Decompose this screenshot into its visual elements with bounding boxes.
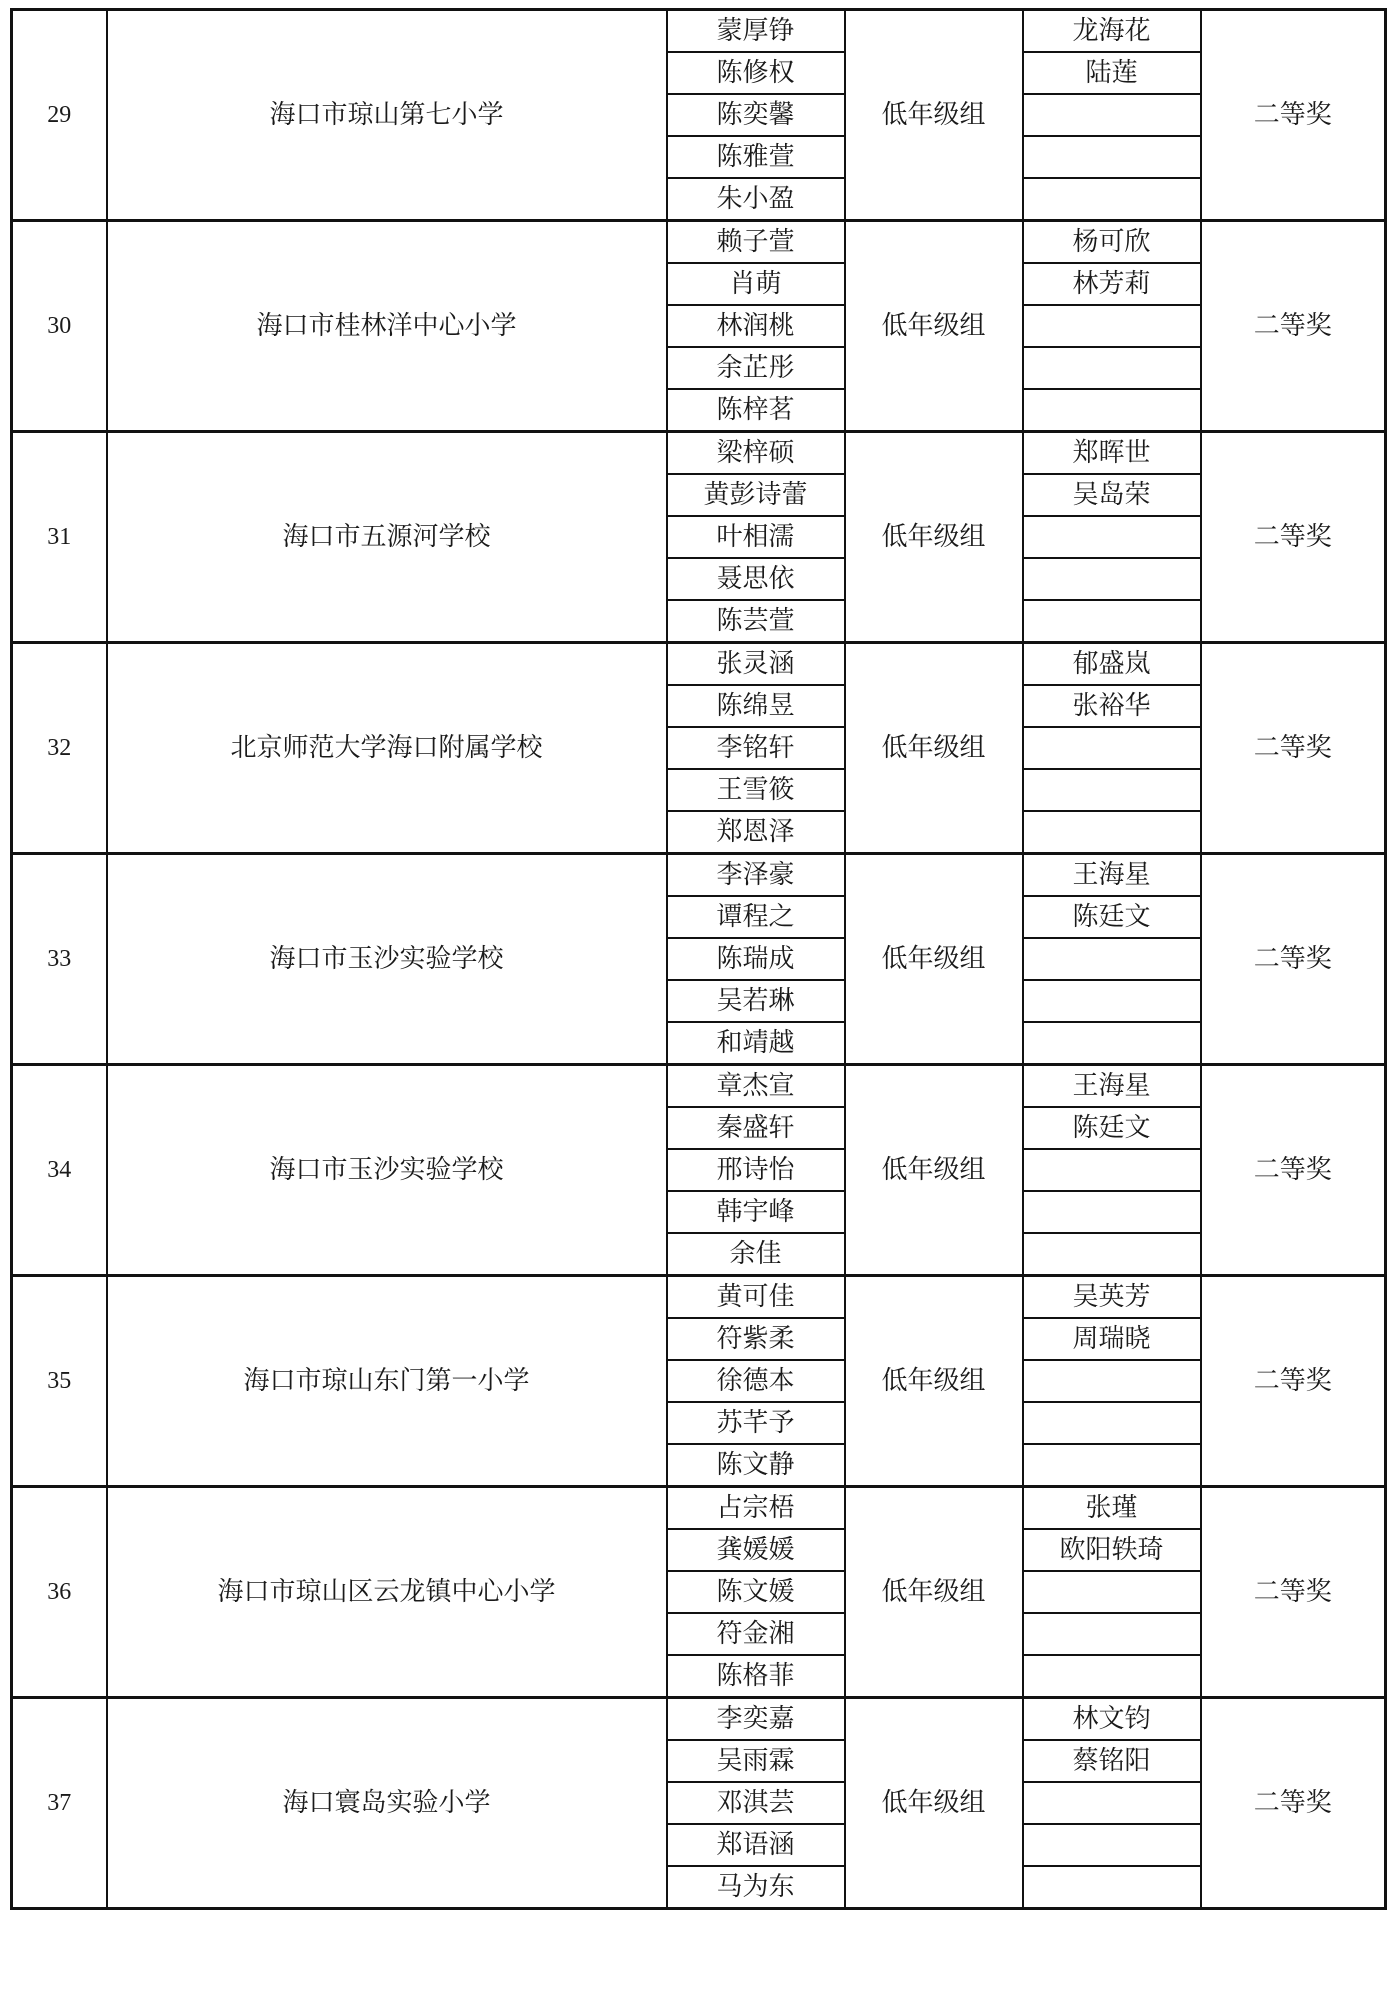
entry-number-cell: 35 [12,1276,107,1487]
teacher-name-cell: 陆莲 [1023,52,1201,94]
table-row [12,1698,1386,1741]
category-cell: 低年级组 [845,1065,1023,1276]
teacher-name-cell [1023,178,1201,221]
entry-number-cell: 37 [12,1698,107,1909]
teacher-name-cell: 郁盛岚 [1023,643,1201,686]
student-name-cell: 赖子萱 [667,221,845,264]
student-name-cell: 陈雅萱 [667,136,845,178]
student-name-cell: 陈梓茗 [667,389,845,432]
student-name-cell: 和靖越 [667,1022,845,1065]
student-name-cell: 林润桃 [667,305,845,347]
student-name-cell: 邢诗怡 [667,1149,845,1191]
teacher-name-cell [1023,94,1201,136]
student-name-cell: 朱小盈 [667,178,845,221]
category-cell: 低年级组 [845,432,1023,643]
teacher-name-cell [1023,1022,1201,1065]
award-cell: 二等奖 [1201,1698,1386,1909]
school-name-cell: 海口市琼山区云龙镇中心小学 [107,1487,667,1698]
student-name-cell: 苏芊予 [667,1402,845,1444]
student-name-cell: 郑恩泽 [667,811,845,854]
student-name-cell: 秦盛轩 [667,1107,845,1149]
student-name-cell: 李铭轩 [667,727,845,769]
student-name-cell: 章杰宣 [667,1065,845,1108]
student-name-cell: 聂思依 [667,558,845,600]
teacher-name-cell [1023,1444,1201,1487]
teacher-name-cell: 吴英芳 [1023,1276,1201,1319]
teacher-name-cell [1023,1613,1201,1655]
teacher-name-cell: 林文钧 [1023,1698,1201,1741]
student-name-cell: 陈瑞成 [667,938,845,980]
student-name-cell: 余佳 [667,1233,845,1276]
table-row [12,432,1386,475]
category-cell: 低年级组 [845,854,1023,1065]
school-name-cell: 海口市琼山东门第一小学 [107,1276,667,1487]
teacher-name-cell [1023,938,1201,980]
award-cell: 二等奖 [1201,1276,1386,1487]
school-name-cell: 北京师范大学海口附属学校 [107,643,667,854]
teacher-name-cell: 陈廷文 [1023,896,1201,938]
teacher-name-cell: 张裕华 [1023,685,1201,727]
teacher-name-cell: 周瑞晓 [1023,1318,1201,1360]
teacher-name-cell: 欧阳轶琦 [1023,1529,1201,1571]
student-name-cell: 肖萌 [667,263,845,305]
entry-number-cell: 34 [12,1065,107,1276]
teacher-name-cell: 杨可欣 [1023,221,1201,264]
student-name-cell: 陈修权 [667,52,845,94]
category-cell: 低年级组 [845,1276,1023,1487]
award-cell: 二等奖 [1201,10,1386,221]
category-cell: 低年级组 [845,1487,1023,1698]
student-name-cell: 龚媛媛 [667,1529,845,1571]
table-row [12,10,1386,53]
award-cell: 二等奖 [1201,854,1386,1065]
student-name-cell: 吴若琳 [667,980,845,1022]
table-row [12,643,1386,686]
student-name-cell: 郑语涵 [667,1824,845,1866]
teacher-name-cell: 蔡铭阳 [1023,1740,1201,1782]
teacher-name-cell [1023,1866,1201,1909]
table-row [12,854,1386,897]
student-name-cell: 陈芸萱 [667,600,845,643]
teacher-name-cell [1023,558,1201,600]
award-cell: 二等奖 [1201,1065,1386,1276]
student-name-cell: 陈文静 [667,1444,845,1487]
student-name-cell: 梁梓硕 [667,432,845,475]
student-name-cell: 李奕嘉 [667,1698,845,1741]
category-cell: 低年级组 [845,221,1023,432]
table-row [12,1487,1386,1530]
teacher-name-cell [1023,727,1201,769]
teacher-name-cell [1023,1402,1201,1444]
student-name-cell: 邓淇芸 [667,1782,845,1824]
table-row [12,1065,1386,1108]
category-cell: 低年级组 [845,1698,1023,1909]
teacher-name-cell: 张瑾 [1023,1487,1201,1530]
student-name-cell: 陈格菲 [667,1655,845,1698]
award-cell: 二等奖 [1201,1487,1386,1698]
teacher-name-cell [1023,1655,1201,1698]
teacher-name-cell [1023,305,1201,347]
student-name-cell: 余芷彤 [667,347,845,389]
teacher-name-cell [1023,1191,1201,1233]
student-name-cell: 陈文媛 [667,1571,845,1613]
teacher-name-cell [1023,980,1201,1022]
student-name-cell: 符紫柔 [667,1318,845,1360]
entry-number-cell: 30 [12,221,107,432]
teacher-name-cell [1023,811,1201,854]
entry-number-cell: 36 [12,1487,107,1698]
teacher-name-cell: 王海星 [1023,854,1201,897]
award-cell: 二等奖 [1201,221,1386,432]
student-name-cell: 徐德本 [667,1360,845,1402]
teacher-name-cell [1023,1571,1201,1613]
student-name-cell: 张灵涵 [667,643,845,686]
document-page [10,8,1384,1910]
teacher-name-cell: 吴岛荣 [1023,474,1201,516]
student-name-cell: 符金湘 [667,1613,845,1655]
teacher-name-cell: 郑晖世 [1023,432,1201,475]
awards-table [10,8,1387,1910]
entry-number-cell: 32 [12,643,107,854]
student-name-cell: 王雪筱 [667,769,845,811]
school-name-cell: 海口市琼山第七小学 [107,10,667,221]
table-row [12,1276,1386,1319]
teacher-name-cell [1023,1149,1201,1191]
school-name-cell: 海口市玉沙实验学校 [107,1065,667,1276]
teacher-name-cell: 王海星 [1023,1065,1201,1108]
teacher-name-cell [1023,1233,1201,1276]
teacher-name-cell [1023,1360,1201,1402]
school-name-cell: 海口市桂林洋中心小学 [107,221,667,432]
category-cell: 低年级组 [845,10,1023,221]
entry-number-cell: 33 [12,854,107,1065]
student-name-cell: 韩宇峰 [667,1191,845,1233]
category-cell: 低年级组 [845,643,1023,854]
student-name-cell: 黄可佳 [667,1276,845,1319]
school-name-cell: 海口市玉沙实验学校 [107,854,667,1065]
entry-number-cell: 31 [12,432,107,643]
student-name-cell: 吴雨霖 [667,1740,845,1782]
student-name-cell: 叶相濡 [667,516,845,558]
awards-table-body [12,10,1386,1909]
teacher-name-cell [1023,389,1201,432]
teacher-name-cell [1023,1782,1201,1824]
teacher-name-cell: 林芳莉 [1023,263,1201,305]
school-name-cell: 海口市五源河学校 [107,432,667,643]
teacher-name-cell [1023,600,1201,643]
award-cell: 二等奖 [1201,643,1386,854]
teacher-name-cell [1023,769,1201,811]
student-name-cell: 占宗梧 [667,1487,845,1530]
teacher-name-cell: 陈廷文 [1023,1107,1201,1149]
entry-number-cell: 29 [12,10,107,221]
student-name-cell: 陈绵昱 [667,685,845,727]
award-cell: 二等奖 [1201,432,1386,643]
table-row [12,221,1386,264]
teacher-name-cell [1023,516,1201,558]
student-name-cell: 蒙厚铮 [667,10,845,53]
school-name-cell: 海口寰岛实验小学 [107,1698,667,1909]
student-name-cell: 李泽豪 [667,854,845,897]
student-name-cell: 陈奕馨 [667,94,845,136]
teacher-name-cell [1023,1824,1201,1866]
student-name-cell: 黄彭诗蕾 [667,474,845,516]
student-name-cell: 马为东 [667,1866,845,1909]
student-name-cell: 谭程之 [667,896,845,938]
teacher-name-cell [1023,136,1201,178]
teacher-name-cell: 龙海花 [1023,10,1201,53]
teacher-name-cell [1023,347,1201,389]
